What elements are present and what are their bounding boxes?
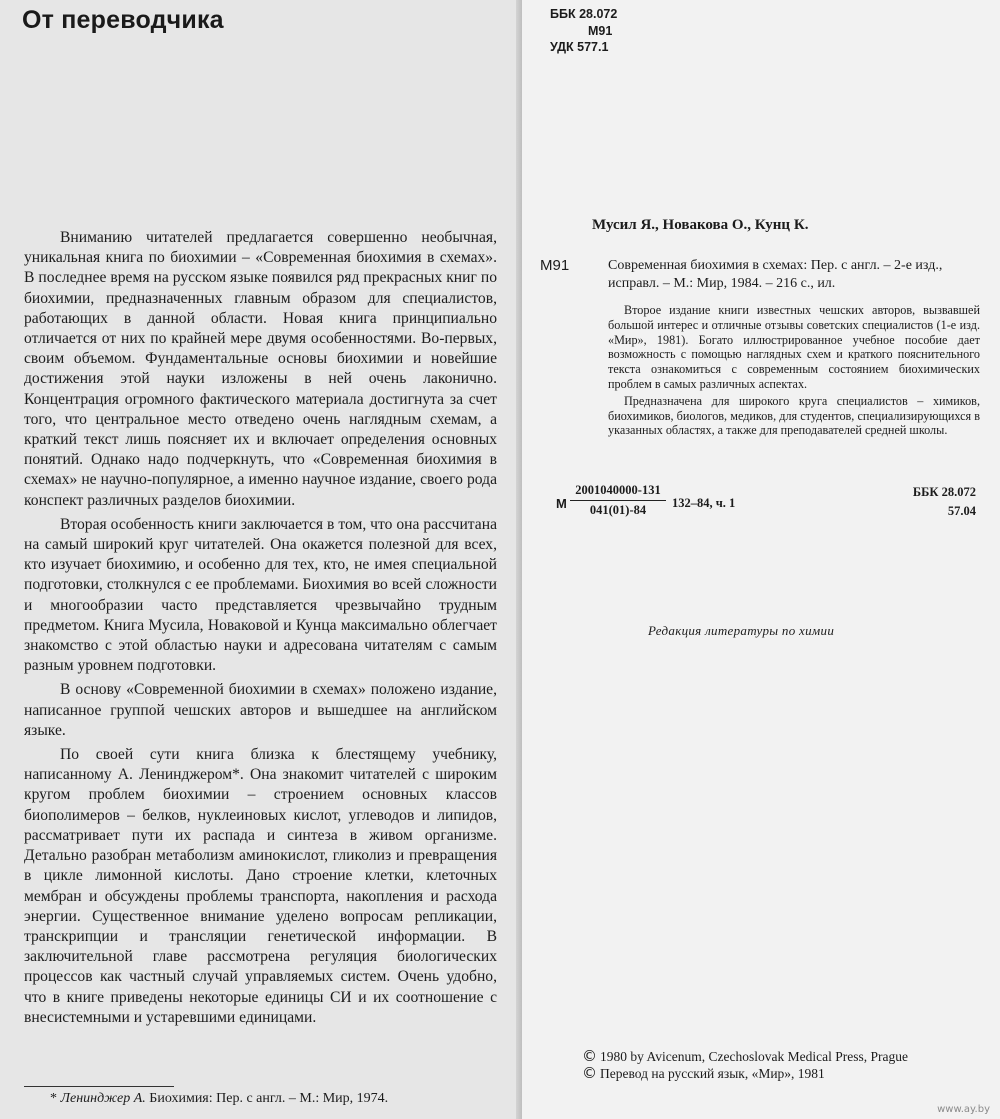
annotation-paragraph: Второе издание книги известных чешских авторов, вызвавшей большой интерес и отличные отзывы советских специалистов (1-е изд. «Мир», 1981). Богато иллюстрированное учебное пособие дает возможность с помощью наглядных схем и краткого пояснительного текста ознакомиться с современным состоянием биохимических проблем в самых различных аспектах. xyxy=(608,303,980,391)
copyright-line xyxy=(582,1065,908,1082)
copyright-block xyxy=(582,1048,908,1082)
preface-paragraph: В основу «Современной биохимии в схемах» положено издание, написанное группой чешских авторов и вышедшее на английском языке. xyxy=(24,681,497,739)
classification-block xyxy=(550,6,617,56)
code-denominator: 041(01)-84 xyxy=(589,503,647,517)
annotation-paragraph: Предназначена для широкого круга специалистов – химиков, биохимиков, биологов, медиков, для студентов, специализирующихся в указанных областях, а также для преподавателей средней школы. xyxy=(608,393,980,438)
preface-paragraph: Вниманию читателей предлагается совершенно необычная, уникальная книга по биохимии – «Современная биохимия в схемах». В последнее время на русском языке появился ряд прекрасных книг по биохимии, предназначенных главным образом для специалистов, работающих в данной области. Новая книга принципиально отличается от них по крайней мере двумя особенностями. Во-первых, своим объемом. Фундаментальные основы биохимии и новейшие достижения этой науки изложены в ней очень лаконично. Концентрация огромного фактического материала достигнута за счет того, что центральное место отведено очень наглядным схемам, а краткий текст лишь поясняет их и включает определения основных понятий. Однако надо подчеркнуть, что «Современная биохимия в схемах» не научно-популярное, а именно научное издание, своего рода конспект различных разделов биохимии. xyxy=(24,229,497,509)
bbk-sub: 57.04 xyxy=(947,504,976,518)
copyright-translation: Перевод на русский язык, «Мир», 1981 xyxy=(600,1066,825,1081)
preface-text xyxy=(24,228,497,1032)
code-numerator: 2001040000-131 xyxy=(570,483,666,501)
bbk-index xyxy=(913,483,976,521)
copyright-original: 1980 by Avicenum, Czechoslovak Medical Press, Prague xyxy=(600,1049,908,1064)
annotation xyxy=(608,303,980,440)
code-fraction xyxy=(570,483,666,518)
bibliographic-description: Современная биохимия в схемах: Пер. с англ. – 2-е изд., исправл. – М.: Мир, 1984. – 216 с., ил. xyxy=(608,258,943,291)
authors-line: Мусил Я., Новакова О., Кунц К. xyxy=(592,217,809,233)
footnote-text: Биохимия: Пер. с англ. – М.: Мир, 1974. xyxy=(149,1091,389,1106)
udk-code: УДК 577.1 xyxy=(550,40,609,54)
right-page xyxy=(522,0,1000,1119)
page-heading: От переводчика xyxy=(22,6,224,34)
footnote xyxy=(50,1091,388,1107)
copyright-icon: © xyxy=(582,1064,597,1082)
catalog-cipher: М91 xyxy=(540,257,570,274)
preface-paragraph: Вторая особенность книги заключается в том, что она рассчитана на самый широкий круг читателей. Она окажется полезной для всех, кто изучает биохимию, и особенно для тех, кто, не имея специальной подготовки, столкнулся с ее проблемами. Биохимия во всей сложности и многообразии часто представляется чрезвычайно трудным предметом. Книга Мусила, Новаковой и Кунца максимально облегчает знакомство с этой областью науки и адресована читателям с самым разным уровнем подготовки. xyxy=(24,515,497,675)
footnote-divider xyxy=(24,1086,174,1087)
bbk-code: ББК 28.072 xyxy=(550,7,618,21)
copyright-icon: © xyxy=(582,1047,597,1065)
publication-code xyxy=(556,483,976,527)
preface-paragraph: По своей сути книга близка к блестящему учебнику, написанному А. Ленинджером*. Она знакомит читателей с широким кругом проблем биохимии – строением основных классов биополимеров – белков, нуклеиновых кислот, углеводов и липидов, рассматривает пути их распада и синтеза в живом организме. Детально разобран метаболизм аминокислот, гликолиз и превращения в цикле лимонной кислоты. Дано строение клетки, клеточных мембран и обсуждены проблемы транспорта, накопления и расхода энергии. Существенное внимание уделено вопросам репликации, транскрипции и трансляции генетической информации. В заключительной главе рассмотрена регуляция биологических процессов как частный случай управляемых систем. Очень удобно, что в книге приведены некоторые единицы СИ и их соотношение с внесистемными и устаревшими единицами. xyxy=(24,746,497,1026)
code-order: 132–84, ч. 1 xyxy=(672,496,736,510)
copyright-line xyxy=(582,1048,908,1065)
bbk-main: ББК 28.072 xyxy=(912,485,976,499)
footnote-marker: * xyxy=(50,1091,57,1106)
code-prefix: М xyxy=(556,496,567,511)
editorial-office: Редакция литературы по химии xyxy=(648,623,835,638)
footnote-author: Ленинджер А. xyxy=(60,1091,146,1106)
site-watermark: www.ay.by xyxy=(937,1104,990,1115)
author-cipher: М91 xyxy=(588,23,613,38)
